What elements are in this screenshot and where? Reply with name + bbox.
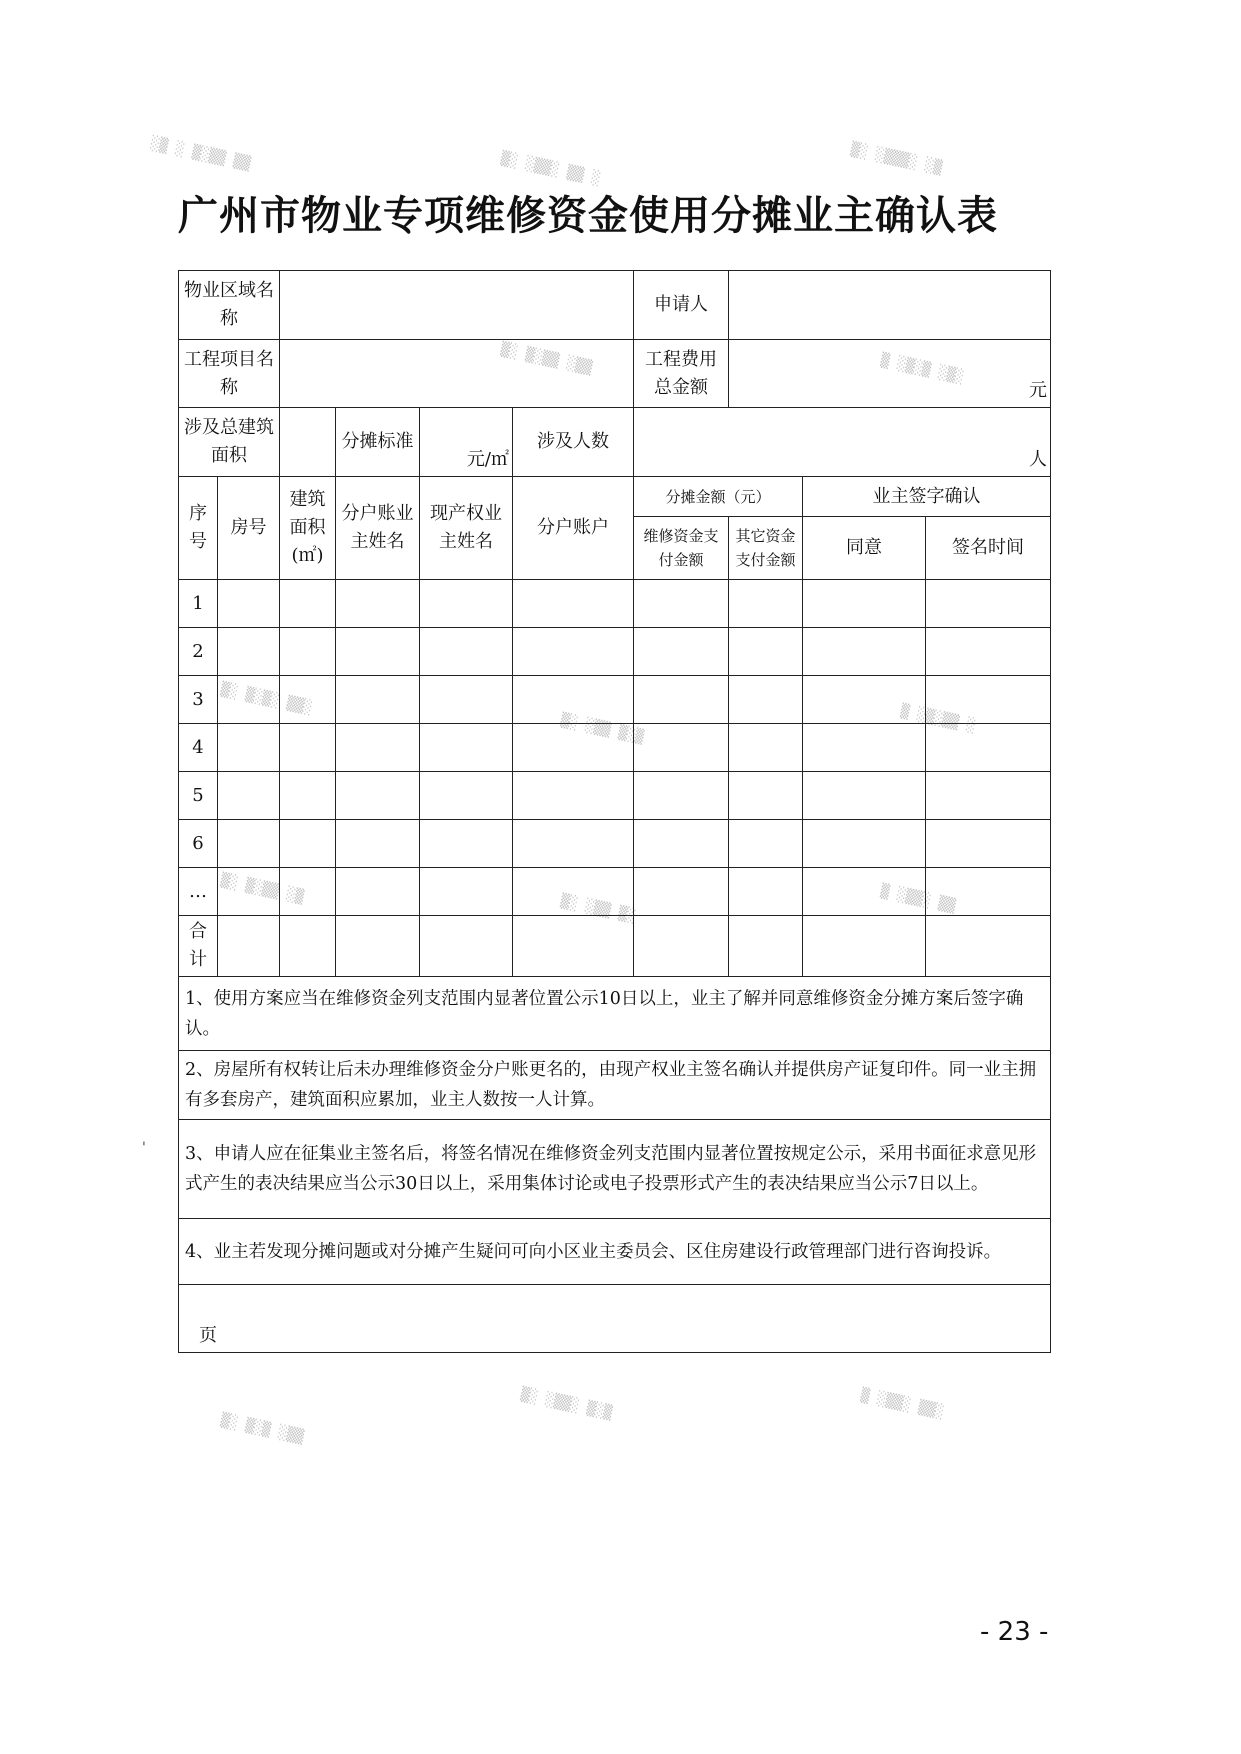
cell-other-fund[interactable] xyxy=(729,676,803,724)
cell-owner[interactable] xyxy=(336,676,420,724)
cell-sign-time[interactable] xyxy=(926,580,1051,628)
persons-unit: 人 xyxy=(1029,449,1048,470)
table-row xyxy=(179,820,1051,868)
cell-owner[interactable] xyxy=(336,916,420,977)
cell-area[interactable] xyxy=(280,868,336,916)
cell-room[interactable] xyxy=(218,916,280,977)
watermark-stamp: ▒░ ▒░▒░ ▒▒░ xyxy=(219,681,314,717)
col-current-owner-header: 现产权业主姓名 xyxy=(420,477,513,580)
page-title: 广州市物业专项维修资金使用分摊业主确认表 xyxy=(178,193,998,239)
cell-room[interactable] xyxy=(218,724,280,772)
share-standard-label: 分摊标准 xyxy=(336,408,420,477)
persons-label: 涉及人数 xyxy=(513,408,634,477)
watermark-stamp: ▒░ ░▒▒ ▒░ xyxy=(559,893,637,925)
cell-other-fund[interactable] xyxy=(729,916,803,977)
col-seq-header: 序号 xyxy=(179,477,218,580)
cell-owner[interactable] xyxy=(336,724,420,772)
watermark-stamp: ▒ ░▒░▒ ░▒░ xyxy=(879,352,966,386)
cell-other-fund[interactable] xyxy=(729,628,803,676)
watermark-stamp: ▒░ ░▒▒░ ▒▒ ░ xyxy=(499,150,602,188)
total-cost-value[interactable] xyxy=(729,340,1051,408)
watermark-stamp: ▒░ ▒░▒▒ ░▒ xyxy=(219,872,306,906)
share-standard-unit: 元/㎡ xyxy=(466,449,509,470)
table-row xyxy=(179,772,1051,820)
cell-maint-fund[interactable] xyxy=(634,676,729,724)
cell-area[interactable] xyxy=(280,580,336,628)
cell-maint-fund[interactable] xyxy=(634,772,729,820)
property-area-label: 物业区域名称 xyxy=(179,271,280,340)
cell-area[interactable] xyxy=(280,820,336,868)
building-area-value[interactable] xyxy=(280,408,336,477)
cell-area[interactable] xyxy=(280,724,336,772)
confirmation-form-table xyxy=(178,270,1051,1353)
total-cost-label: 工程费用总金额 xyxy=(634,340,729,408)
note-2: 2、房屋所有权转让后未办理维修资金分户账更名的，由现产权业主签名确认并提供房产证复印件。同一业主拥有多套房产，建筑面积应累加，业主人数按一人计算。 xyxy=(179,1051,1051,1120)
cell-sign-time[interactable] xyxy=(926,820,1051,868)
cell-agree[interactable] xyxy=(803,820,926,868)
cell-account[interactable] xyxy=(513,676,634,724)
building-area-label: 涉及总建筑面积 xyxy=(179,408,280,477)
page-number: - 23 - xyxy=(980,1617,1049,1647)
project-value[interactable] xyxy=(280,340,634,408)
cell-sign-time[interactable] xyxy=(926,772,1051,820)
col-area-header: 建筑面积(㎡) xyxy=(280,477,336,580)
cell-agree[interactable] xyxy=(803,868,926,916)
cell-room[interactable] xyxy=(218,580,280,628)
cell-current-owner[interactable] xyxy=(420,580,513,628)
cell-agree[interactable] xyxy=(803,772,926,820)
cell-sign-time[interactable] xyxy=(926,628,1051,676)
cell-room[interactable] xyxy=(218,772,280,820)
cell-room[interactable] xyxy=(218,628,280,676)
table-row xyxy=(179,724,1051,772)
cell-other-fund[interactable] xyxy=(729,820,803,868)
cell-area[interactable] xyxy=(280,628,336,676)
cell-other-fund[interactable] xyxy=(729,868,803,916)
col-room-header: 房号 xyxy=(218,477,280,580)
cell-owner[interactable] xyxy=(336,580,420,628)
cell-agree[interactable] xyxy=(803,628,926,676)
watermark-stamp: ▒ ░▒▒░ ▒▒ xyxy=(879,883,957,915)
cell-sign-time[interactable] xyxy=(926,724,1051,772)
cell-account[interactable] xyxy=(513,916,634,977)
col-maint-fund-header: 维修资金支付金额 xyxy=(634,517,729,580)
cell-current-owner[interactable] xyxy=(420,772,513,820)
table-row xyxy=(179,628,1051,676)
property-area-value[interactable] xyxy=(280,271,634,340)
cell-current-owner[interactable] xyxy=(420,724,513,772)
col-sign-time-header: 签名时间 xyxy=(926,517,1051,580)
cell-account[interactable] xyxy=(513,868,634,916)
cell-maint-fund[interactable] xyxy=(634,820,729,868)
watermark-stamp: ▒ ░▒▒░ ▒▒░ xyxy=(859,1387,946,1421)
cell-account[interactable] xyxy=(513,772,634,820)
cell-current-owner[interactable] xyxy=(420,628,513,676)
row-seq: 5 xyxy=(179,772,218,820)
cell-sign-time[interactable] xyxy=(926,676,1051,724)
cell-area[interactable] xyxy=(280,916,336,977)
cell-account[interactable] xyxy=(513,724,634,772)
cell-other-fund[interactable] xyxy=(729,580,803,628)
row-seq: 2 xyxy=(179,628,218,676)
note-4: 4、业主若发现分摊问题或对分摊产生疑问可向小区业主委员会、区住房建设行政管理部门进行咨询投诉。 xyxy=(179,1219,1051,1285)
watermark-stamp: ▒░ ░▒▒ ▒░▒ xyxy=(559,712,646,746)
cell-area[interactable] xyxy=(280,676,336,724)
table-row xyxy=(179,676,1051,724)
cell-account[interactable] xyxy=(513,580,634,628)
share-standard-value[interactable] xyxy=(420,408,513,477)
cell-sign-time[interactable] xyxy=(926,868,1051,916)
cell-current-owner[interactable] xyxy=(420,676,513,724)
cell-maint-fund[interactable] xyxy=(634,868,729,916)
note-3: 3、申请人应在征集业主签名后，将签名情况在维修资金列支范围内显著位置按规定公示，采用书面征求意见形式产生的表决结果应当公示30日以上，采用集体讨论或电子投票形式产生的表决结果应当公示7日以上。 xyxy=(179,1120,1051,1219)
cell-owner[interactable] xyxy=(336,820,420,868)
cell-agree[interactable] xyxy=(803,676,926,724)
cell-agree[interactable] xyxy=(803,580,926,628)
cell-room[interactable] xyxy=(218,868,280,916)
cell-account[interactable] xyxy=(513,820,634,868)
cell-sign-time[interactable] xyxy=(926,916,1051,977)
persons-value[interactable] xyxy=(634,408,1051,477)
cell-room[interactable] xyxy=(218,820,280,868)
cell-maint-fund[interactable] xyxy=(634,580,729,628)
cell-owner[interactable] xyxy=(336,628,420,676)
cell-agree[interactable] xyxy=(803,724,926,772)
cell-maint-fund[interactable] xyxy=(634,724,729,772)
applicant-value[interactable] xyxy=(729,271,1051,340)
applicant-label: 申请人 xyxy=(634,271,729,340)
col-owner-header: 分户账业主姓名 xyxy=(336,477,420,580)
page-count-field[interactable] xyxy=(179,1285,1051,1353)
row-seq: 3 xyxy=(179,676,218,724)
cell-owner[interactable] xyxy=(336,868,420,916)
row-seq: … xyxy=(179,868,218,916)
total-row xyxy=(179,916,1051,977)
total-cost-unit: 元 xyxy=(1029,380,1048,401)
cell-account[interactable] xyxy=(513,628,634,676)
cell-area[interactable] xyxy=(280,772,336,820)
col-account-header: 分户账户 xyxy=(513,477,634,580)
cell-current-owner[interactable] xyxy=(420,868,513,916)
total-label: 合计 xyxy=(179,916,218,977)
watermark-stamp: ▒░ ░▒▒▒░ ░▒ xyxy=(849,141,944,177)
watermark-stamp: ▒░ ░▒▒░ ▒░▒ xyxy=(519,1386,614,1422)
cell-room[interactable] xyxy=(218,676,280,724)
margin-mark: ' xyxy=(142,1140,146,1156)
watermark-stamp: ░▒ ░ ▒░▒▒ ▒▒ xyxy=(149,135,252,173)
table-row xyxy=(179,580,1051,628)
cell-maint-fund[interactable] xyxy=(634,628,729,676)
row-seq: 4 xyxy=(179,724,218,772)
watermark-stamp: ▒ ░▒░▒▒ ░ xyxy=(899,703,977,735)
cell-current-owner[interactable] xyxy=(420,820,513,868)
watermark-stamp: ▒░ ▒░▒▒ ░▒▒ xyxy=(499,341,594,377)
watermark-stamp: ▒░ ▒░▒ ░▒▒ xyxy=(219,1412,306,1446)
cell-agree[interactable] xyxy=(803,916,926,977)
cell-other-fund[interactable] xyxy=(729,724,803,772)
row-seq: 6 xyxy=(179,820,218,868)
project-label: 工程项目名称 xyxy=(179,340,280,408)
note-1: 1、使用方案应当在维修资金列支范围内显著位置公示10日以上，业主了解并同意维修资金分摊方案后签字确认。 xyxy=(179,977,1051,1051)
row-seq: 1 xyxy=(179,580,218,628)
page-label: 页 xyxy=(199,1325,217,1346)
cell-current-owner[interactable] xyxy=(420,916,513,977)
col-owner-sign-header: 业主签字确认 xyxy=(803,477,1051,517)
col-share-amount-header: 分摊金额（元） xyxy=(634,477,803,517)
table-row xyxy=(179,868,1051,916)
col-agree-header: 同意 xyxy=(803,517,926,580)
cell-other-fund[interactable] xyxy=(729,772,803,820)
cell-maint-fund[interactable] xyxy=(634,916,729,977)
cell-owner[interactable] xyxy=(336,772,420,820)
col-other-fund-header: 其它资金支付金额 xyxy=(729,517,803,580)
